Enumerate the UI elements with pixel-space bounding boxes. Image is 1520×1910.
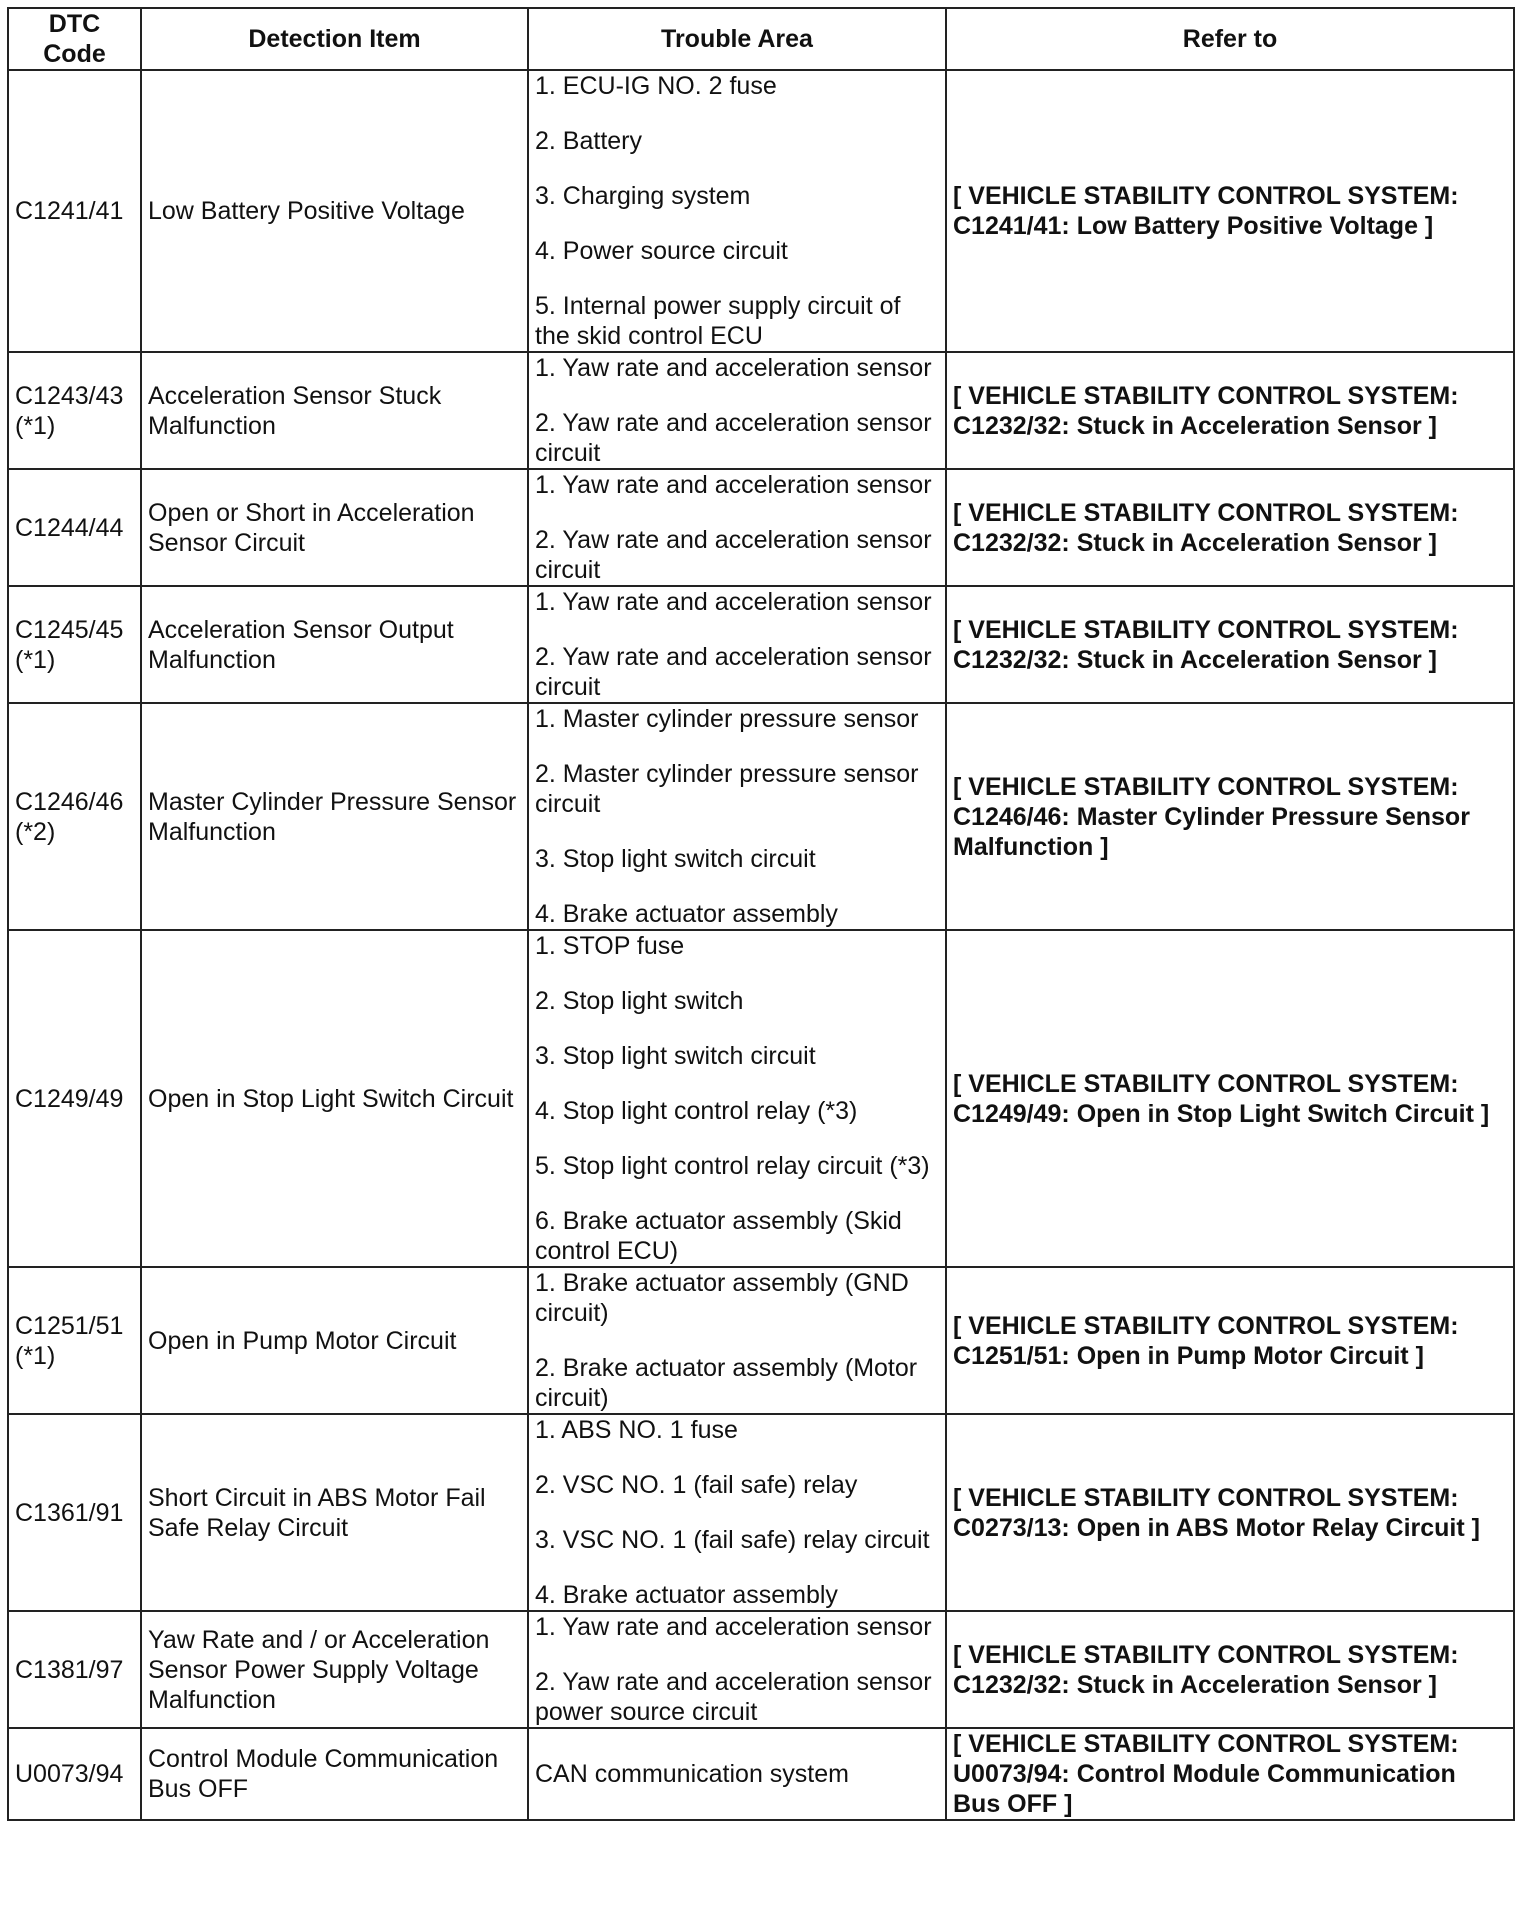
table-row — [8, 1611, 1514, 1728]
trouble-area-item: 1. ABS NO. 1 fuse — [535, 1416, 738, 1444]
refer-to-link[interactable]: [ VEHICLE STABILITY CONTROL SYSTEM: C1249/49: Open in Stop Light Switch Circuit ] — [946, 930, 1514, 1267]
dtc-code-cell: C1251/51 (*1) — [8, 1267, 141, 1414]
trouble-area-cell — [528, 70, 946, 352]
trouble-area-item: 1. Yaw rate and acceleration sensor — [535, 354, 932, 382]
dtc-code-cell: C1244/44 — [8, 469, 141, 586]
trouble-area-item: 1. Master cylinder pressure sensor — [535, 705, 919, 733]
table-row — [8, 70, 1514, 352]
header-trouble-area: Trouble Area — [528, 8, 946, 70]
trouble-area-cell — [528, 1728, 946, 1820]
dtc-table — [7, 7, 1515, 1821]
refer-to-link[interactable]: [ VEHICLE STABILITY CONTROL SYSTEM: C1232/32: Stuck in Acceleration Sensor ] — [946, 469, 1514, 586]
trouble-area-item: 2. Yaw rate and acceleration sensor circuit — [535, 526, 932, 584]
trouble-area-item: 1. Brake actuator assembly (GND circuit) — [535, 1269, 909, 1327]
table-row — [8, 703, 1514, 930]
dtc-code-cell: C1243/43 (*1) — [8, 352, 141, 469]
detection-item-cell: Master Cylinder Pressure Sensor Malfunction — [141, 703, 528, 930]
trouble-area-item: 3. Stop light switch circuit — [535, 1042, 816, 1070]
dtc-code-cell: U0073/94 — [8, 1728, 141, 1820]
trouble-area-cell — [528, 930, 946, 1267]
trouble-area-cell — [528, 469, 946, 586]
trouble-area-cell — [528, 1611, 946, 1728]
detection-item-cell: Acceleration Sensor Output Malfunction — [141, 586, 528, 703]
dtc-code-cell: C1249/49 — [8, 930, 141, 1267]
trouble-area-item: 3. Stop light switch circuit — [535, 845, 816, 873]
trouble-area-item: 1. Yaw rate and acceleration sensor — [535, 471, 932, 499]
trouble-area-item: 2. Brake actuator assembly (Motor circuit) — [535, 1354, 918, 1412]
detection-item-cell: Open in Stop Light Switch Circuit — [141, 930, 528, 1267]
dtc-code-cell: C1246/46 (*2) — [8, 703, 141, 930]
refer-to-link[interactable]: [ VEHICLE STABILITY CONTROL SYSTEM: C0273/13: Open in ABS Motor Relay Circuit ] — [946, 1414, 1514, 1611]
header-dtc-code: DTC Code — [8, 8, 141, 70]
trouble-area-item: 4. Brake actuator assembly — [535, 1581, 838, 1609]
trouble-area-item: 2. Stop light switch — [535, 987, 744, 1015]
detection-item-cell: Control Module Communication Bus OFF — [141, 1728, 528, 1820]
trouble-area-item: 4. Power source circuit — [535, 237, 788, 265]
refer-to-link[interactable]: [ VEHICLE STABILITY CONTROL SYSTEM: C1232/32: Stuck in Acceleration Sensor ] — [946, 352, 1514, 469]
refer-to-link[interactable]: [ VEHICLE STABILITY CONTROL SYSTEM: C1251/51: Open in Pump Motor Circuit ] — [946, 1267, 1514, 1414]
refer-to-link[interactable]: [ VEHICLE STABILITY CONTROL SYSTEM: C1246/46: Master Cylinder Pressure Sensor Malfunction ] — [946, 703, 1514, 930]
trouble-area-item: 1. STOP fuse — [535, 932, 685, 960]
trouble-area-cell — [528, 703, 946, 930]
table-body — [8, 70, 1514, 1820]
dtc-code-cell: C1245/45 (*1) — [8, 586, 141, 703]
trouble-area-item: 3. Charging system — [535, 182, 751, 210]
trouble-area-cell — [528, 1267, 946, 1414]
table-row — [8, 469, 1514, 586]
trouble-area-cell — [528, 352, 946, 469]
trouble-area-item: CAN communication system — [535, 1760, 849, 1788]
header-detection-item: Detection Item — [141, 8, 528, 70]
header-row — [8, 8, 1514, 70]
trouble-area-item: 2. Master cylinder pressure sensor circuit — [535, 760, 919, 818]
trouble-area-item: 4. Stop light control relay (*3) — [535, 1097, 858, 1125]
trouble-area-item: 2. Yaw rate and acceleration sensor power source circuit — [535, 1668, 932, 1726]
dtc-code-cell: C1241/41 — [8, 70, 141, 352]
trouble-area-item: 5. Internal power supply circuit of the skid control ECU — [535, 292, 901, 350]
refer-to-link[interactable]: [ VEHICLE STABILITY CONTROL SYSTEM: C1241/41: Low Battery Positive Voltage ] — [946, 70, 1514, 352]
detection-item-cell: Short Circuit in ABS Motor Fail Safe Relay Circuit — [141, 1414, 528, 1611]
dtc-code-cell: C1361/91 — [8, 1414, 141, 1611]
dtc-code-cell: C1381/97 — [8, 1611, 141, 1728]
refer-to-link[interactable]: [ VEHICLE STABILITY CONTROL SYSTEM: C1232/32: Stuck in Acceleration Sensor ] — [946, 1611, 1514, 1728]
trouble-area-item: 2. Battery — [535, 127, 642, 155]
detection-item-cell: Low Battery Positive Voltage — [141, 70, 528, 352]
detection-item-cell: Yaw Rate and / or Acceleration Sensor Power Supply Voltage Malfunction — [141, 1611, 528, 1728]
detection-item-cell: Open or Short in Acceleration Sensor Circuit — [141, 469, 528, 586]
detection-item-cell: Open in Pump Motor Circuit — [141, 1267, 528, 1414]
table-header — [8, 8, 1514, 70]
table-row — [8, 586, 1514, 703]
trouble-area-item: 6. Brake actuator assembly (Skid control ECU) — [535, 1207, 902, 1265]
refer-to-link[interactable]: [ VEHICLE STABILITY CONTROL SYSTEM: C1232/32: Stuck in Acceleration Sensor ] — [946, 586, 1514, 703]
trouble-area-item: 2. Yaw rate and acceleration sensor circuit — [535, 409, 932, 467]
table-row — [8, 1414, 1514, 1611]
table-row — [8, 352, 1514, 469]
trouble-area-item: 5. Stop light control relay circuit (*3) — [535, 1152, 930, 1180]
trouble-area-item: 1. Yaw rate and acceleration sensor — [535, 1613, 932, 1641]
trouble-area-item: 1. Yaw rate and acceleration sensor — [535, 588, 932, 616]
trouble-area-item: 2. Yaw rate and acceleration sensor circuit — [535, 643, 932, 701]
table-row — [8, 1728, 1514, 1820]
table-row — [8, 930, 1514, 1267]
trouble-area-item: 1. ECU-IG NO. 2 fuse — [535, 72, 777, 100]
refer-to-link[interactable]: [ VEHICLE STABILITY CONTROL SYSTEM: U0073/94: Control Module Communication Bus OFF ] — [946, 1728, 1514, 1820]
trouble-area-item: 3. VSC NO. 1 (fail safe) relay circuit — [535, 1526, 930, 1554]
trouble-area-cell — [528, 586, 946, 703]
table-row — [8, 1267, 1514, 1414]
trouble-area-item: 4. Brake actuator assembly — [535, 900, 838, 928]
trouble-area-item: 2. VSC NO. 1 (fail safe) relay — [535, 1471, 858, 1499]
header-refer-to: Refer to — [946, 8, 1514, 70]
trouble-area-cell — [528, 1414, 946, 1611]
detection-item-cell: Acceleration Sensor Stuck Malfunction — [141, 352, 528, 469]
